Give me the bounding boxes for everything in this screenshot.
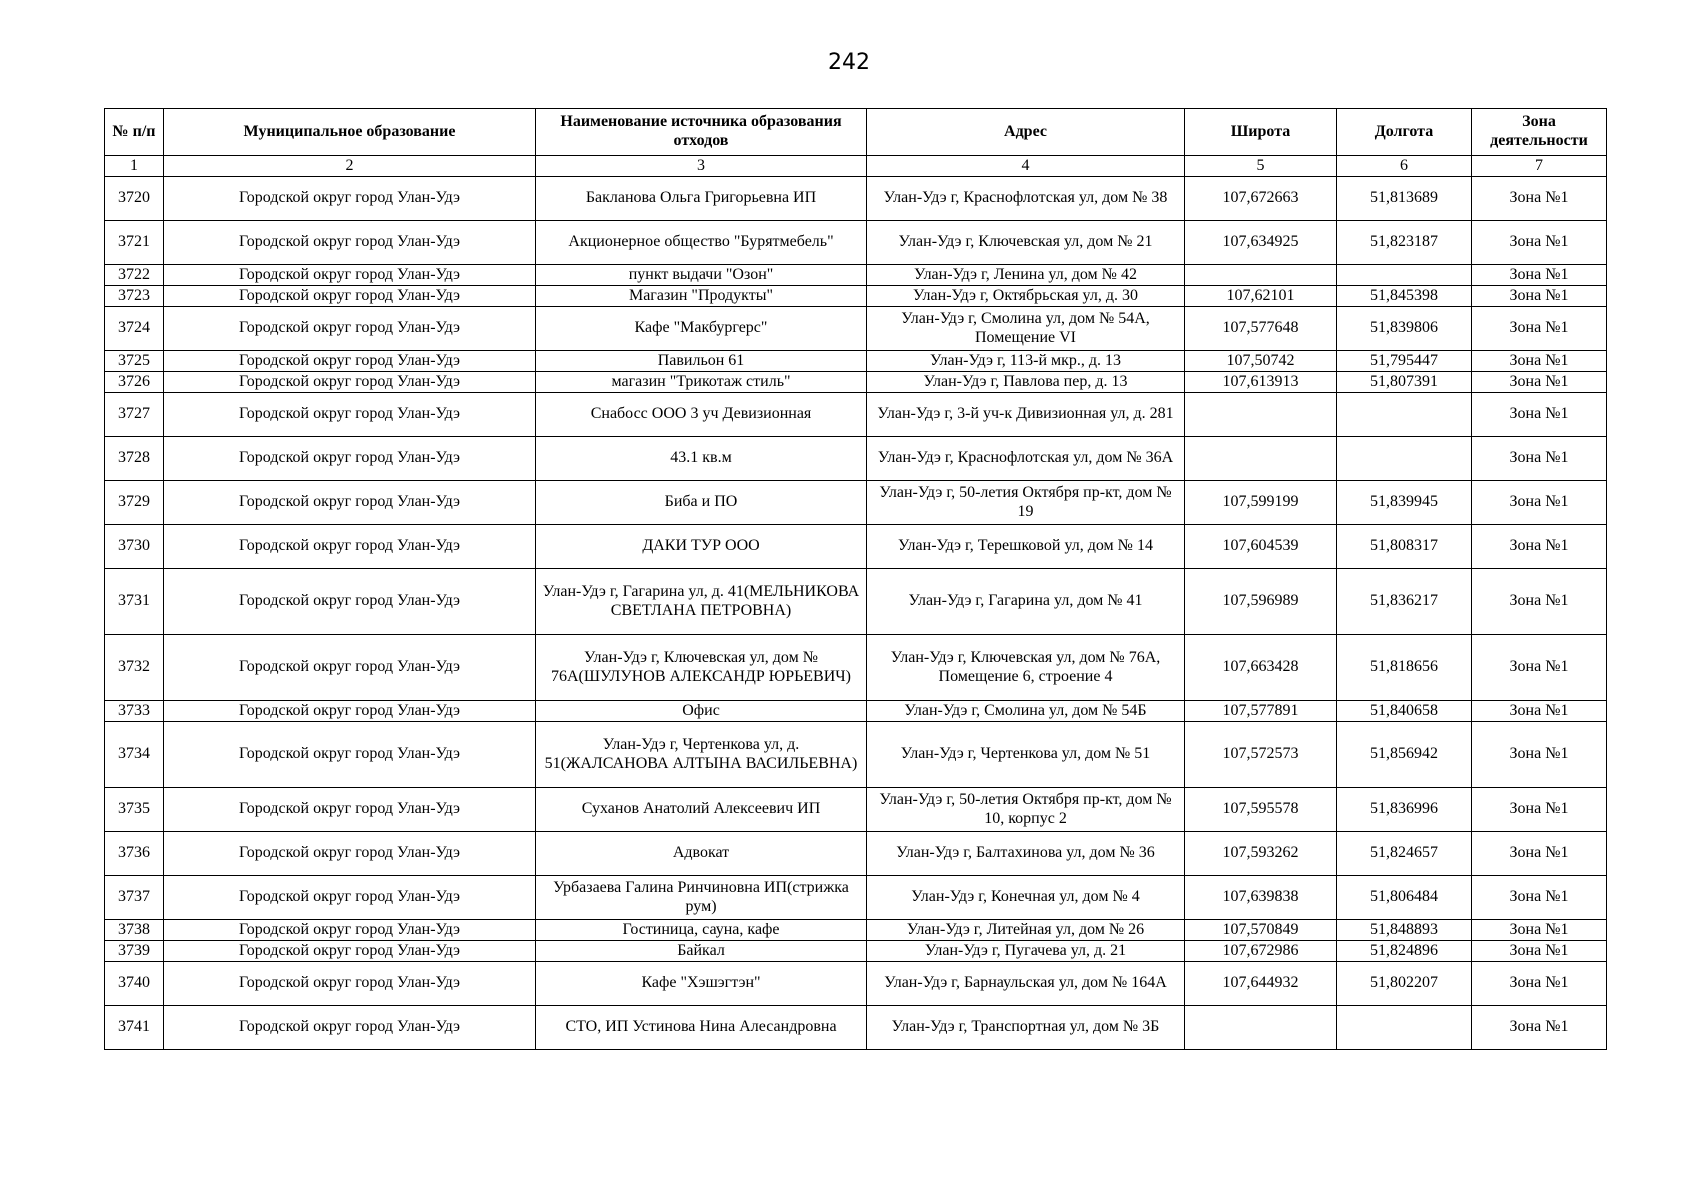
cell-latitude: 107,613913	[1185, 372, 1337, 393]
cell-zone: Зона №1	[1472, 393, 1607, 437]
cell-number: 3736	[105, 832, 164, 876]
cell-address: Улан-Удэ г, Пугачева ул, д. 21	[867, 941, 1185, 962]
table-row	[105, 635, 1607, 701]
cell-latitude	[1185, 437, 1337, 481]
cell-municipality: Городской округ город Улан-Удэ	[164, 221, 536, 265]
column-number: 6	[1337, 156, 1472, 177]
cell-number: 3724	[105, 307, 164, 351]
cell-latitude: 107,644932	[1185, 962, 1337, 1006]
cell-source-name: Улан-Удэ г, Чертенкова ул, д. 51(ЖАЛСАНОВА АЛТЫНА ВАСИЛЬЕВНА)	[536, 722, 867, 788]
cell-latitude: 107,577891	[1185, 701, 1337, 722]
cell-longitude: 51,808317	[1337, 525, 1472, 569]
cell-longitude: 51,848893	[1337, 920, 1472, 941]
cell-source-name: 43.1 кв.м	[536, 437, 867, 481]
cell-municipality: Городской округ город Улан-Удэ	[164, 788, 536, 832]
cell-latitude: 107,593262	[1185, 832, 1337, 876]
cell-source-name: Магазин "Продукты"	[536, 286, 867, 307]
cell-latitude: 107,604539	[1185, 525, 1337, 569]
cell-number: 3731	[105, 569, 164, 635]
cell-source-name: Акционерное общество "Бурятмебель"	[536, 221, 867, 265]
cell-municipality: Городской округ город Улан-Удэ	[164, 437, 536, 481]
table-row	[105, 832, 1607, 876]
table-row	[105, 941, 1607, 962]
cell-zone: Зона №1	[1472, 962, 1607, 1006]
column-header-municipality: Муниципальное образование	[164, 109, 536, 156]
cell-latitude: 107,570849	[1185, 920, 1337, 941]
cell-zone: Зона №1	[1472, 920, 1607, 941]
cell-source-name: Суханов Анатолий Алексеевич ИП	[536, 788, 867, 832]
cell-address: Улан-Удэ г, Терешковой ул, дом № 14	[867, 525, 1185, 569]
cell-source-name: Бакланова Ольга Григорьевна ИП	[536, 177, 867, 221]
table-row	[105, 788, 1607, 832]
cell-number: 3726	[105, 372, 164, 393]
cell-latitude	[1185, 393, 1337, 437]
table-row	[105, 177, 1607, 221]
cell-source-name: Адвокат	[536, 832, 867, 876]
table-row	[105, 722, 1607, 788]
column-number: 5	[1185, 156, 1337, 177]
cell-latitude: 107,663428	[1185, 635, 1337, 701]
cell-municipality: Городской округ город Улан-Удэ	[164, 832, 536, 876]
cell-address: Улан-Удэ г, Ключевская ул, дом № 76А, Помещение 6, строение 4	[867, 635, 1185, 701]
cell-number: 3737	[105, 876, 164, 920]
column-number: 2	[164, 156, 536, 177]
cell-number: 3723	[105, 286, 164, 307]
cell-zone: Зона №1	[1472, 635, 1607, 701]
column-number: 7	[1472, 156, 1607, 177]
cell-longitude: 51,807391	[1337, 372, 1472, 393]
cell-number: 3732	[105, 635, 164, 701]
cell-source-name: Улан-Удэ г, Гагарина ул, д. 41(МЕЛЬНИКОВА СВЕТЛАНА ПЕТРОВНА)	[536, 569, 867, 635]
cell-latitude: 107,572573	[1185, 722, 1337, 788]
cell-longitude	[1337, 1006, 1472, 1050]
column-number: 4	[867, 156, 1185, 177]
page-number: 242	[828, 50, 870, 75]
cell-number: 3730	[105, 525, 164, 569]
cell-zone: Зона №1	[1472, 1006, 1607, 1050]
cell-latitude: 107,595578	[1185, 788, 1337, 832]
cell-zone: Зона №1	[1472, 876, 1607, 920]
table-row	[105, 962, 1607, 1006]
cell-longitude: 51,818656	[1337, 635, 1472, 701]
cell-address: Улан-Удэ г, Октябрьская ул, д. 30	[867, 286, 1185, 307]
cell-municipality: Городской округ город Улан-Удэ	[164, 876, 536, 920]
cell-address: Улан-Удэ г, Краснофлотская ул, дом № 38	[867, 177, 1185, 221]
table-row	[105, 569, 1607, 635]
cell-source-name: Кафе "Хэшэгтэн"	[536, 962, 867, 1006]
cell-source-name: Павильон 61	[536, 351, 867, 372]
cell-municipality: Городской округ город Улан-Удэ	[164, 569, 536, 635]
cell-municipality: Городской округ город Улан-Удэ	[164, 722, 536, 788]
cell-address: Улан-Удэ г, Смолина ул, дом № 54А, Помещение VI	[867, 307, 1185, 351]
cell-longitude: 51,836217	[1337, 569, 1472, 635]
cell-source-name: Биба и ПО	[536, 481, 867, 525]
table-row	[105, 351, 1607, 372]
table-row	[105, 307, 1607, 351]
table-row	[105, 481, 1607, 525]
column-header-longitude: Долгота	[1337, 109, 1472, 156]
cell-longitude	[1337, 393, 1472, 437]
cell-latitude: 107,639838	[1185, 876, 1337, 920]
cell-zone: Зона №1	[1472, 372, 1607, 393]
cell-number: 3728	[105, 437, 164, 481]
cell-number: 3720	[105, 177, 164, 221]
cell-longitude	[1337, 265, 1472, 286]
cell-longitude: 51,823187	[1337, 221, 1472, 265]
cell-source-name: Гостиница, сауна, кафе	[536, 920, 867, 941]
cell-zone: Зона №1	[1472, 941, 1607, 962]
cell-zone: Зона №1	[1472, 569, 1607, 635]
cell-address: Улан-Удэ г, Чертенкова ул, дом № 51	[867, 722, 1185, 788]
cell-zone: Зона №1	[1472, 221, 1607, 265]
cell-longitude	[1337, 437, 1472, 481]
cell-address: Улан-Удэ г, Гагарина ул, дом № 41	[867, 569, 1185, 635]
cell-zone: Зона №1	[1472, 701, 1607, 722]
column-number-row	[105, 156, 1607, 177]
cell-zone: Зона №1	[1472, 832, 1607, 876]
column-header-latitude: Широта	[1185, 109, 1337, 156]
cell-longitude: 51,813689	[1337, 177, 1472, 221]
column-number: 1	[105, 156, 164, 177]
cell-longitude: 51,845398	[1337, 286, 1472, 307]
cell-municipality: Городской округ город Улан-Удэ	[164, 177, 536, 221]
cell-municipality: Городской округ город Улан-Удэ	[164, 351, 536, 372]
cell-number: 3727	[105, 393, 164, 437]
cell-source-name: Офис	[536, 701, 867, 722]
cell-address: Улан-Удэ г, Барнаульская ул, дом № 164А	[867, 962, 1185, 1006]
cell-address: Улан-Удэ г, Балтахинова ул, дом № 36	[867, 832, 1185, 876]
cell-address: Улан-Удэ г, Ленина ул, дом № 42	[867, 265, 1185, 286]
cell-longitude: 51,839806	[1337, 307, 1472, 351]
cell-latitude: 107,596989	[1185, 569, 1337, 635]
cell-municipality: Городской округ город Улан-Удэ	[164, 701, 536, 722]
cell-municipality: Городской округ город Улан-Удэ	[164, 393, 536, 437]
cell-source-name: Байкал	[536, 941, 867, 962]
cell-number: 3740	[105, 962, 164, 1006]
cell-zone: Зона №1	[1472, 481, 1607, 525]
cell-municipality: Городской округ город Улан-Удэ	[164, 635, 536, 701]
cell-address: Улан-Удэ г, Ключевская ул, дом № 21	[867, 221, 1185, 265]
table-row	[105, 372, 1607, 393]
cell-latitude: 107,50742	[1185, 351, 1337, 372]
cell-latitude: 107,672986	[1185, 941, 1337, 962]
cell-municipality: Городской округ город Улан-Удэ	[164, 286, 536, 307]
column-header-zone: Зона деятельности	[1472, 109, 1607, 156]
cell-address: Улан-Удэ г, Павлова пер, д. 13	[867, 372, 1185, 393]
cell-number: 3721	[105, 221, 164, 265]
cell-latitude: 107,599199	[1185, 481, 1337, 525]
cell-source-name: Урбазаева Галина Ринчиновна ИП(стрижка рум)	[536, 876, 867, 920]
cell-longitude: 51,802207	[1337, 962, 1472, 1006]
cell-longitude: 51,839945	[1337, 481, 1472, 525]
table-body	[105, 177, 1607, 1050]
cell-source-name: магазин "Трикотаж стиль"	[536, 372, 867, 393]
cell-zone: Зона №1	[1472, 437, 1607, 481]
cell-latitude: 107,672663	[1185, 177, 1337, 221]
column-header-source-name: Наименование источника образования отходов	[536, 109, 867, 156]
cell-municipality: Городской округ город Улан-Удэ	[164, 920, 536, 941]
cell-number: 3725	[105, 351, 164, 372]
cell-zone: Зона №1	[1472, 307, 1607, 351]
cell-longitude: 51,824896	[1337, 941, 1472, 962]
cell-zone: Зона №1	[1472, 351, 1607, 372]
cell-latitude	[1185, 1006, 1337, 1050]
cell-municipality: Городской округ город Улан-Удэ	[164, 1006, 536, 1050]
table-row	[105, 525, 1607, 569]
table-row	[105, 920, 1607, 941]
cell-longitude: 51,840658	[1337, 701, 1472, 722]
cell-zone: Зона №1	[1472, 265, 1607, 286]
table-row	[105, 393, 1607, 437]
cell-number: 3738	[105, 920, 164, 941]
cell-number: 3729	[105, 481, 164, 525]
cell-number: 3733	[105, 701, 164, 722]
cell-longitude: 51,856942	[1337, 722, 1472, 788]
cell-zone: Зона №1	[1472, 722, 1607, 788]
cell-municipality: Городской округ город Улан-Удэ	[164, 481, 536, 525]
cell-address: Улан-Удэ г, 50-летия Октября пр-кт, дом № 10, корпус 2	[867, 788, 1185, 832]
cell-source-name: пункт выдачи "Озон"	[536, 265, 867, 286]
header-row	[105, 109, 1607, 156]
cell-latitude: 107,634925	[1185, 221, 1337, 265]
cell-longitude: 51,836996	[1337, 788, 1472, 832]
cell-latitude	[1185, 265, 1337, 286]
cell-source-name: Кафе "Макбургерс"	[536, 307, 867, 351]
cell-municipality: Городской округ город Улан-Удэ	[164, 962, 536, 1006]
cell-number: 3722	[105, 265, 164, 286]
cell-zone: Зона №1	[1472, 525, 1607, 569]
table-row	[105, 221, 1607, 265]
column-header-address: Адрес	[867, 109, 1185, 156]
cell-latitude: 107,62101	[1185, 286, 1337, 307]
cell-zone: Зона №1	[1472, 286, 1607, 307]
cell-source-name: СТО, ИП Устинова Нина Алесандровна	[536, 1006, 867, 1050]
cell-municipality: Городской округ город Улан-Удэ	[164, 525, 536, 569]
cell-address: Улан-Удэ г, 50-летия Октября пр-кт, дом № 19	[867, 481, 1185, 525]
column-header-number: № п/п	[105, 109, 164, 156]
table-row	[105, 1006, 1607, 1050]
table-row	[105, 876, 1607, 920]
cell-municipality: Городской округ город Улан-Удэ	[164, 265, 536, 286]
cell-address: Улан-Удэ г, Краснофлотская ул, дом № 36А	[867, 437, 1185, 481]
cell-address: Улан-Удэ г, Литейная ул, дом № 26	[867, 920, 1185, 941]
cell-address: Улан-Удэ г, Смолина ул, дом № 54Б	[867, 701, 1185, 722]
cell-source-name: ДАКИ ТУР ООО	[536, 525, 867, 569]
cell-latitude: 107,577648	[1185, 307, 1337, 351]
table-row	[105, 701, 1607, 722]
cell-address: Улан-Удэ г, 113-й мкр., д. 13	[867, 351, 1185, 372]
cell-address: Улан-Удэ г, Транспортная ул, дом № 3Б	[867, 1006, 1185, 1050]
cell-number: 3741	[105, 1006, 164, 1050]
cell-address: Улан-Удэ г, 3-й уч-к Дивизионная ул, д. 281	[867, 393, 1185, 437]
cell-zone: Зона №1	[1472, 177, 1607, 221]
table-row	[105, 286, 1607, 307]
cell-municipality: Городской округ город Улан-Удэ	[164, 372, 536, 393]
cell-number: 3734	[105, 722, 164, 788]
table-row	[105, 437, 1607, 481]
cell-municipality: Городской округ город Улан-Удэ	[164, 941, 536, 962]
waste-sources-table	[104, 108, 1607, 1050]
cell-number: 3735	[105, 788, 164, 832]
table-row	[105, 265, 1607, 286]
cell-source-name: Улан-Удэ г, Ключевская ул, дом № 76А(ШУЛУНОВ АЛЕКСАНДР ЮРЬЕВИЧ)	[536, 635, 867, 701]
cell-zone: Зона №1	[1472, 788, 1607, 832]
cell-longitude: 51,824657	[1337, 832, 1472, 876]
cell-source-name: Снабосс ООО 3 уч Девизионная	[536, 393, 867, 437]
cell-longitude: 51,806484	[1337, 876, 1472, 920]
cell-municipality: Городской округ город Улан-Удэ	[164, 307, 536, 351]
cell-longitude: 51,795447	[1337, 351, 1472, 372]
column-number: 3	[536, 156, 867, 177]
cell-number: 3739	[105, 941, 164, 962]
cell-address: Улан-Удэ г, Конечная ул, дом № 4	[867, 876, 1185, 920]
